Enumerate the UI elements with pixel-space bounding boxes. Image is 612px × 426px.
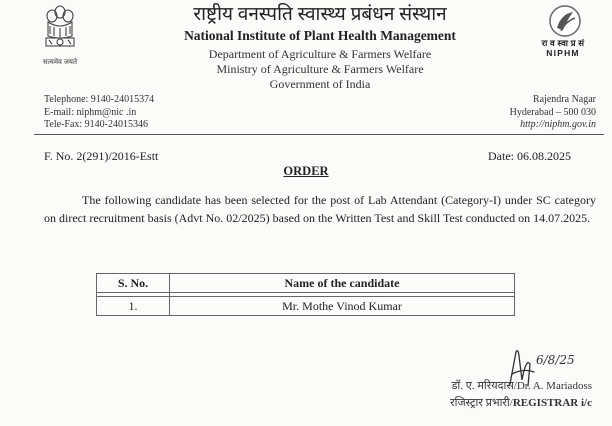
- cell-candidate-name: Mr. Mothe Vinod Kumar: [170, 297, 515, 316]
- order-heading-text: ORDER: [283, 164, 329, 178]
- department-line: Department of Agriculture & Farmers Welfare: [208, 47, 432, 61]
- logo-hindi-acronym: रा व स्वा प्र सं: [541, 38, 585, 48]
- national-emblem-icon: [42, 2, 78, 66]
- telephone-text: Telephone: 9140-24015374: [44, 94, 155, 105]
- signatory-designation: [450, 395, 592, 410]
- website-link[interactable]: http://niphm.gov.in: [520, 119, 596, 130]
- order-body: [44, 191, 596, 227]
- order-date: Date: 06.08.2025: [488, 149, 571, 163]
- address-area: Rajendra Nagar: [532, 94, 596, 105]
- table-header-row: [97, 274, 515, 293]
- header-divider: [34, 134, 604, 135]
- telefax-text: Tele-Fax: 9140-24015346: [44, 119, 149, 130]
- contact-right: [510, 94, 596, 132]
- government-line: Government of India: [269, 77, 371, 91]
- logo-english-acronym: NIPHM: [546, 48, 580, 58]
- cell-sno: 1.: [97, 297, 170, 316]
- order-heading: [0, 164, 612, 179]
- emblem-caption: सत्यमेव जयते: [43, 58, 77, 66]
- institute-name-hindi: राष्ट्रीय वनस्पति स्वास्थ्य प्रबंधन संस्थान: [193, 4, 447, 25]
- order-paragraph: The following candidate has been selected for the post of Lab Attendant (Category-I) under SC category on direct recruitment basis (Advt No. 02/2025) based on the Written Test and Skill Test conducted on 14.07.2025.: [44, 193, 596, 225]
- signature-date: 6/8/25: [536, 353, 575, 367]
- table-row: [97, 297, 515, 316]
- email-text: E-mail: niphm@nic .in: [44, 106, 137, 118]
- contact-left: [44, 94, 154, 132]
- niphm-logo-icon: [545, 4, 585, 38]
- institute-name-english: National Institute of Plant Health Management: [184, 28, 456, 43]
- column-header-sno: S. No.: [97, 274, 170, 293]
- file-number: F. No. 2(291)/2016-Estt: [44, 149, 159, 163]
- candidate-table: [96, 273, 515, 316]
- designation-english: REGISTRAR i/c: [512, 397, 592, 409]
- address-city: Hyderabad – 500 030: [509, 106, 596, 118]
- column-header-name: Name of the candidate: [170, 274, 515, 293]
- ministry-line: Ministry of Agriculture & Farmers Welfare: [216, 62, 424, 76]
- designation-hindi: रजिस्ट्रार प्रभारी/: [450, 397, 513, 409]
- signatory-name: डॉ. ए. मरियदास/Dr. A. Mariadoss: [451, 380, 592, 392]
